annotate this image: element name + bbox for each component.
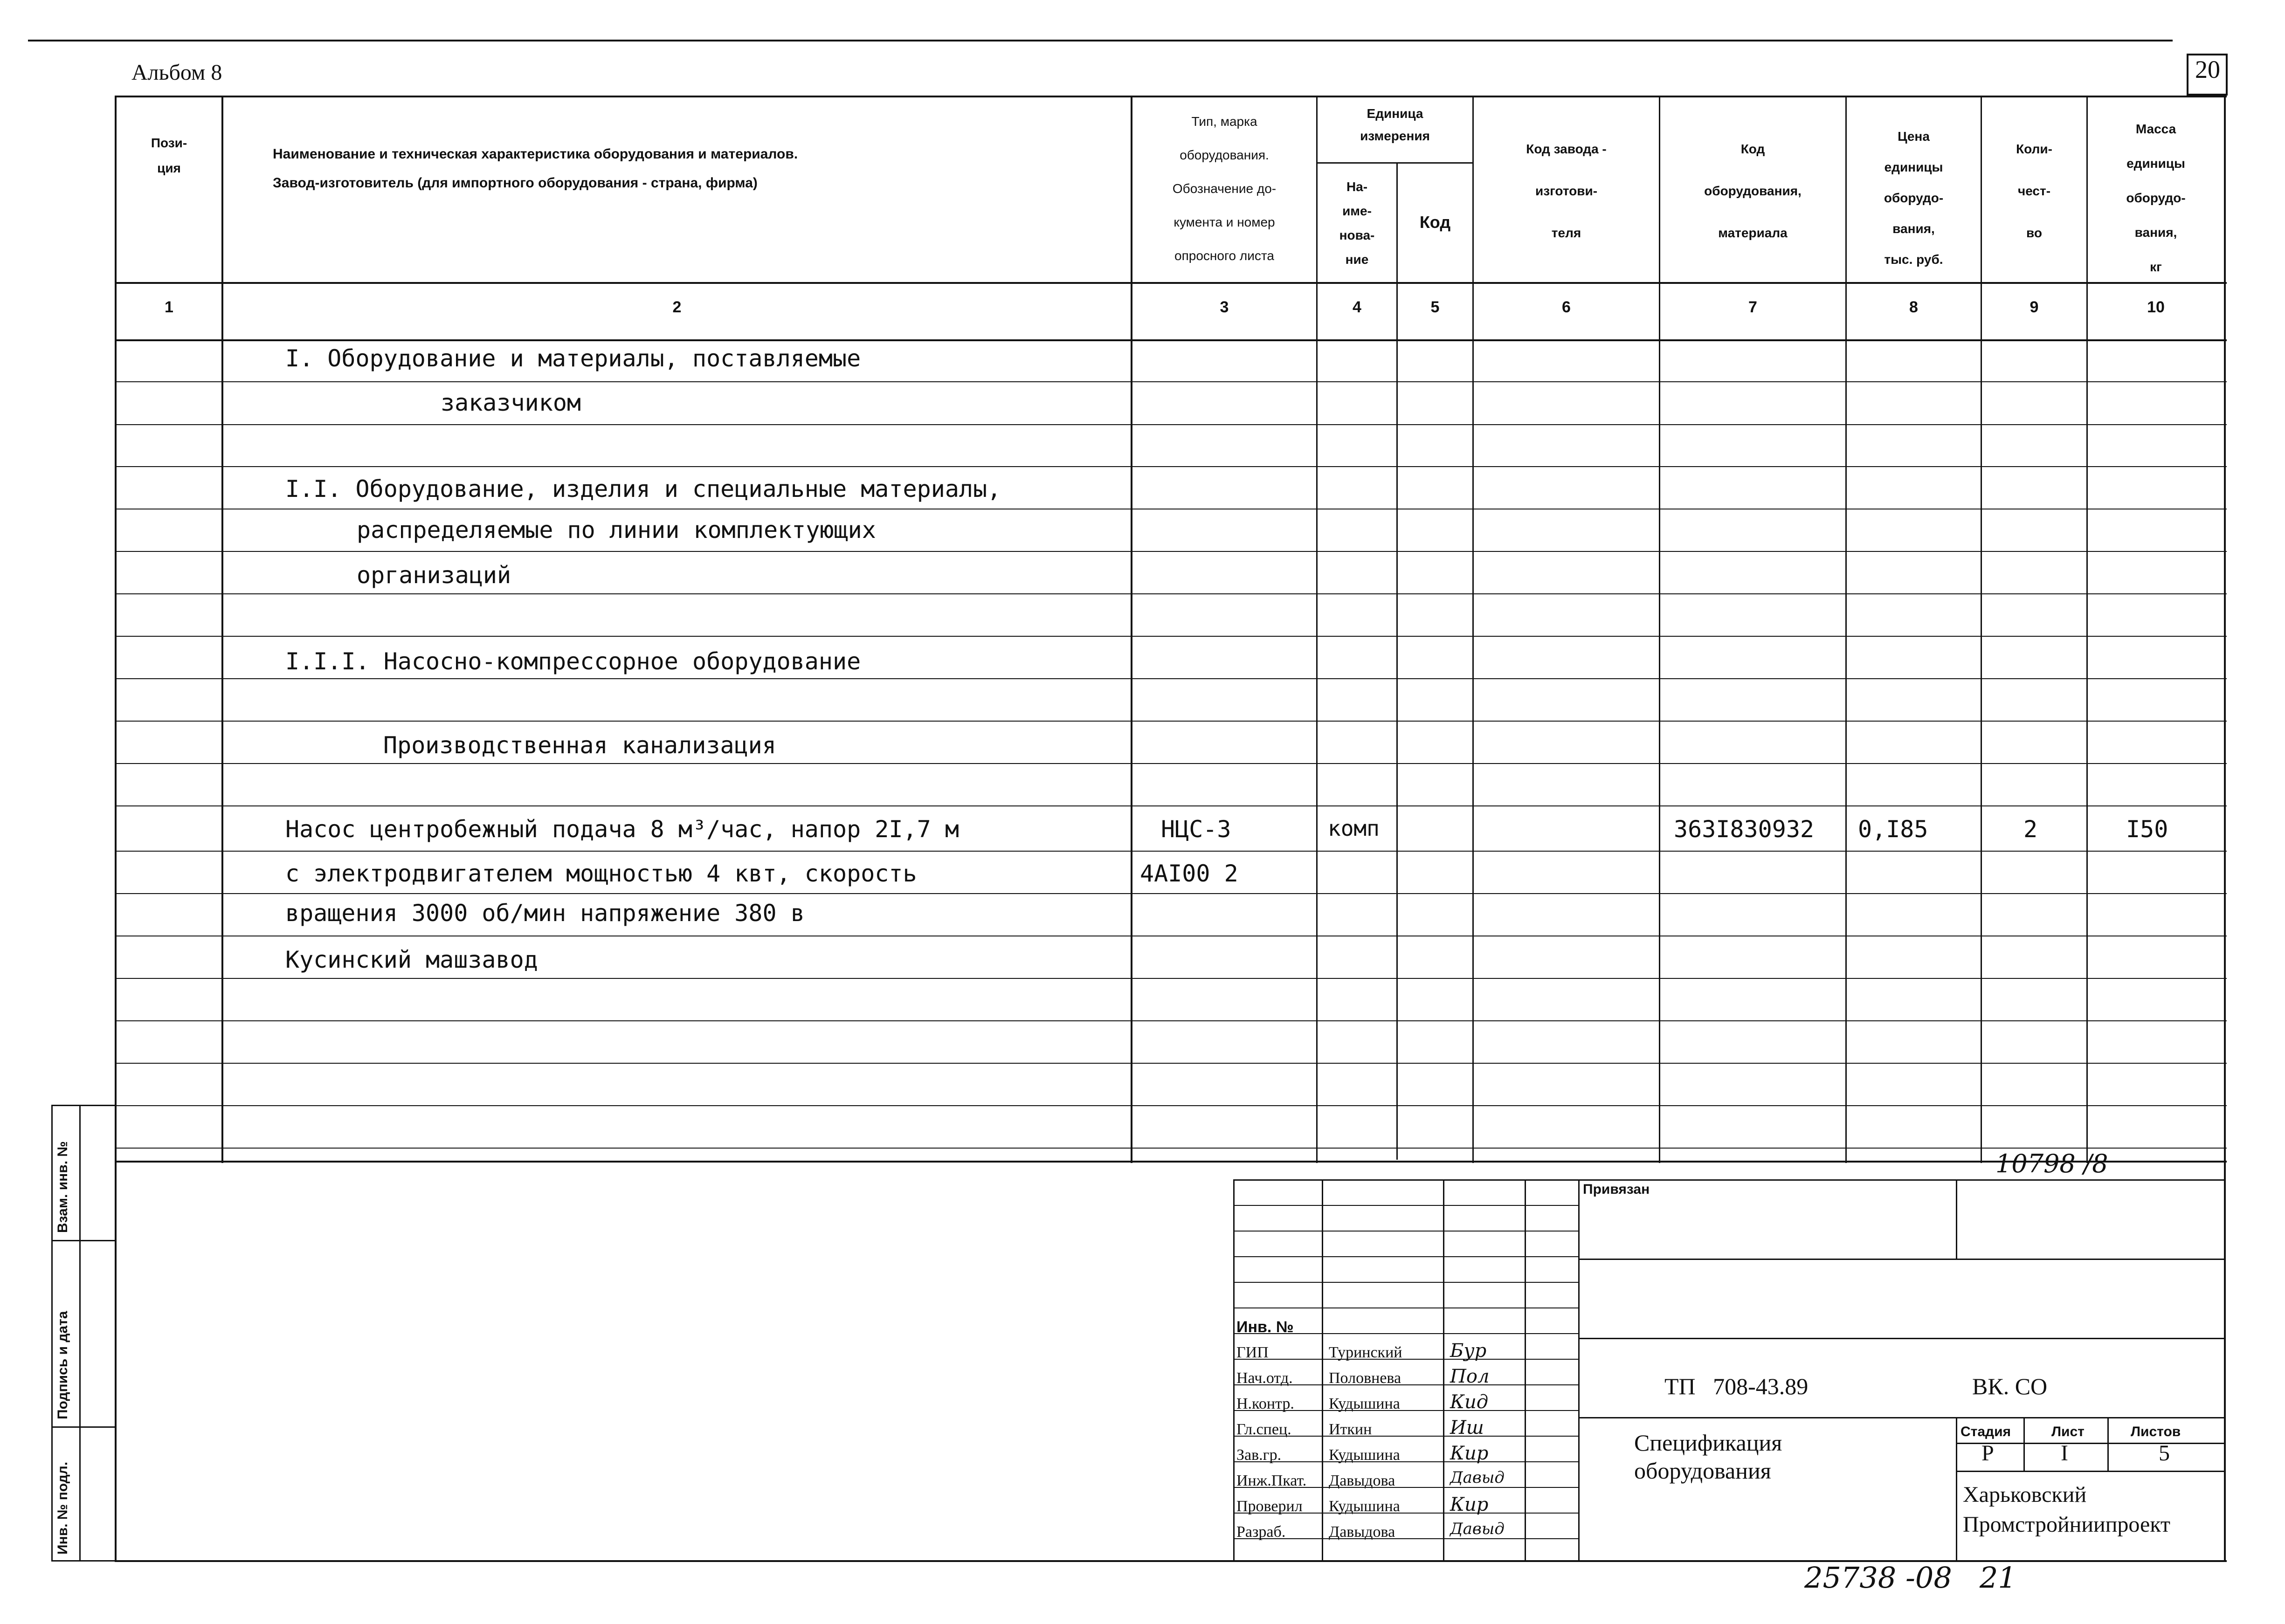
- item-description-3: вращения 3000 об/мин напряжение 380 в: [285, 900, 805, 927]
- col-number-3: 3: [1220, 298, 1229, 316]
- header-qty: Коли- чест- во: [2016, 142, 2052, 240]
- col-number-9: 9: [2030, 298, 2039, 316]
- col-number-1: 1: [165, 298, 173, 316]
- col-number-8: 8: [1909, 298, 1918, 316]
- sheet-label: Лист: [2051, 1424, 2085, 1439]
- header-type: Тип, марка оборудования. Обозначение до- кумента и номер опросного листа: [1172, 114, 1277, 263]
- organization-name: Харьковский Промстройниипроект: [1963, 1482, 2170, 1537]
- item-type: НЦС-3: [1161, 816, 1231, 843]
- col-number-2: 2: [672, 298, 682, 316]
- header-position: Пози- ция: [151, 136, 187, 175]
- item-mass: I50: [2126, 816, 2168, 843]
- item-manufacturer: Кусинский машзавод: [285, 946, 538, 973]
- item-description-2: с электродвигателем мощностью 4 квт, скорость: [285, 860, 917, 887]
- section-heading-1-1-cont2: организаций: [357, 562, 511, 589]
- privyazan-label: Привязан: [1583, 1182, 1650, 1197]
- header-equipment-code: Код оборудования, материала: [1704, 142, 1802, 240]
- section-heading-1: I. Оборудование и материалы, поставляемые: [285, 345, 861, 372]
- page-number: 20: [2195, 55, 2220, 83]
- section-heading-1-cont: заказчиком: [441, 389, 581, 416]
- item-qty: 2: [2023, 816, 2038, 843]
- header-price: Цена единицы оборудо- вания, тыс. руб.: [1884, 129, 1944, 267]
- header-unit-name: На- име- нова- ние: [1339, 179, 1375, 267]
- bottom-archive-number: 25738 -08 21: [1804, 1561, 2016, 1595]
- sheets-label: Листов: [2131, 1424, 2181, 1439]
- section-heading-1-1-1: I.I.I. Насосно-компрессорное оборудование: [285, 648, 861, 675]
- item-motor-type: 4АI00 2: [1140, 860, 1238, 887]
- sheet-value: I: [2061, 1441, 2068, 1466]
- margin-label-signature: Подпись и дата: [55, 1311, 70, 1419]
- document-title: Спецификация оборудования: [1634, 1430, 1782, 1484]
- header-mass: Масса единицы оборудо- вания, кг: [2126, 122, 2186, 274]
- col-number-5: 5: [1430, 298, 1440, 316]
- subsection-heading: Производственная канализация: [383, 732, 776, 759]
- item-price: 0,I85: [1858, 816, 1928, 843]
- sheets-value: 5: [2159, 1441, 2170, 1466]
- col-number-6: 6: [1562, 298, 1571, 316]
- header-unit: Единица измерения: [1360, 106, 1430, 143]
- album-label: Альбом 8: [131, 60, 222, 85]
- document-code: ТП 708-43.89: [1664, 1373, 1809, 1399]
- col-number-7: 7: [1748, 298, 1757, 316]
- col-number-4: 4: [1353, 298, 1361, 316]
- header-factory-code: Код завода - изготови- теля: [1526, 142, 1607, 240]
- stage-value: Р: [1981, 1441, 1994, 1466]
- header-name: Наименование и техническая характеристика оборудования и материалов. Завод-изготовитель (для импортного оборудования - страна, фирма): [273, 146, 798, 191]
- col-number-10: 10: [2147, 298, 2165, 316]
- header-unit-code: Код: [1419, 213, 1451, 232]
- item-code: 363I830932: [1674, 816, 1815, 843]
- margin-label-inventory: Инв. № подл.: [55, 1461, 70, 1555]
- stage-label: Стадия: [1961, 1424, 2011, 1439]
- item-description-1: Насос центробежный подача 8 м³/час, напор 2I,7 м: [285, 816, 959, 843]
- handwritten-reference: 10798 /8: [1995, 1149, 2108, 1178]
- item-unit: комп: [1328, 816, 1380, 841]
- margin-label-replacement: Взам. инв. №: [55, 1141, 70, 1233]
- inventory-label: Инв. №: [1236, 1318, 1294, 1336]
- document-mark: ВК. СО: [1972, 1373, 2048, 1399]
- section-heading-1-1: I.I. Оборудование, изделия и специальные материалы,: [285, 475, 1001, 502]
- section-heading-1-1-cont: распределяемые по линии комплектующих: [357, 516, 876, 544]
